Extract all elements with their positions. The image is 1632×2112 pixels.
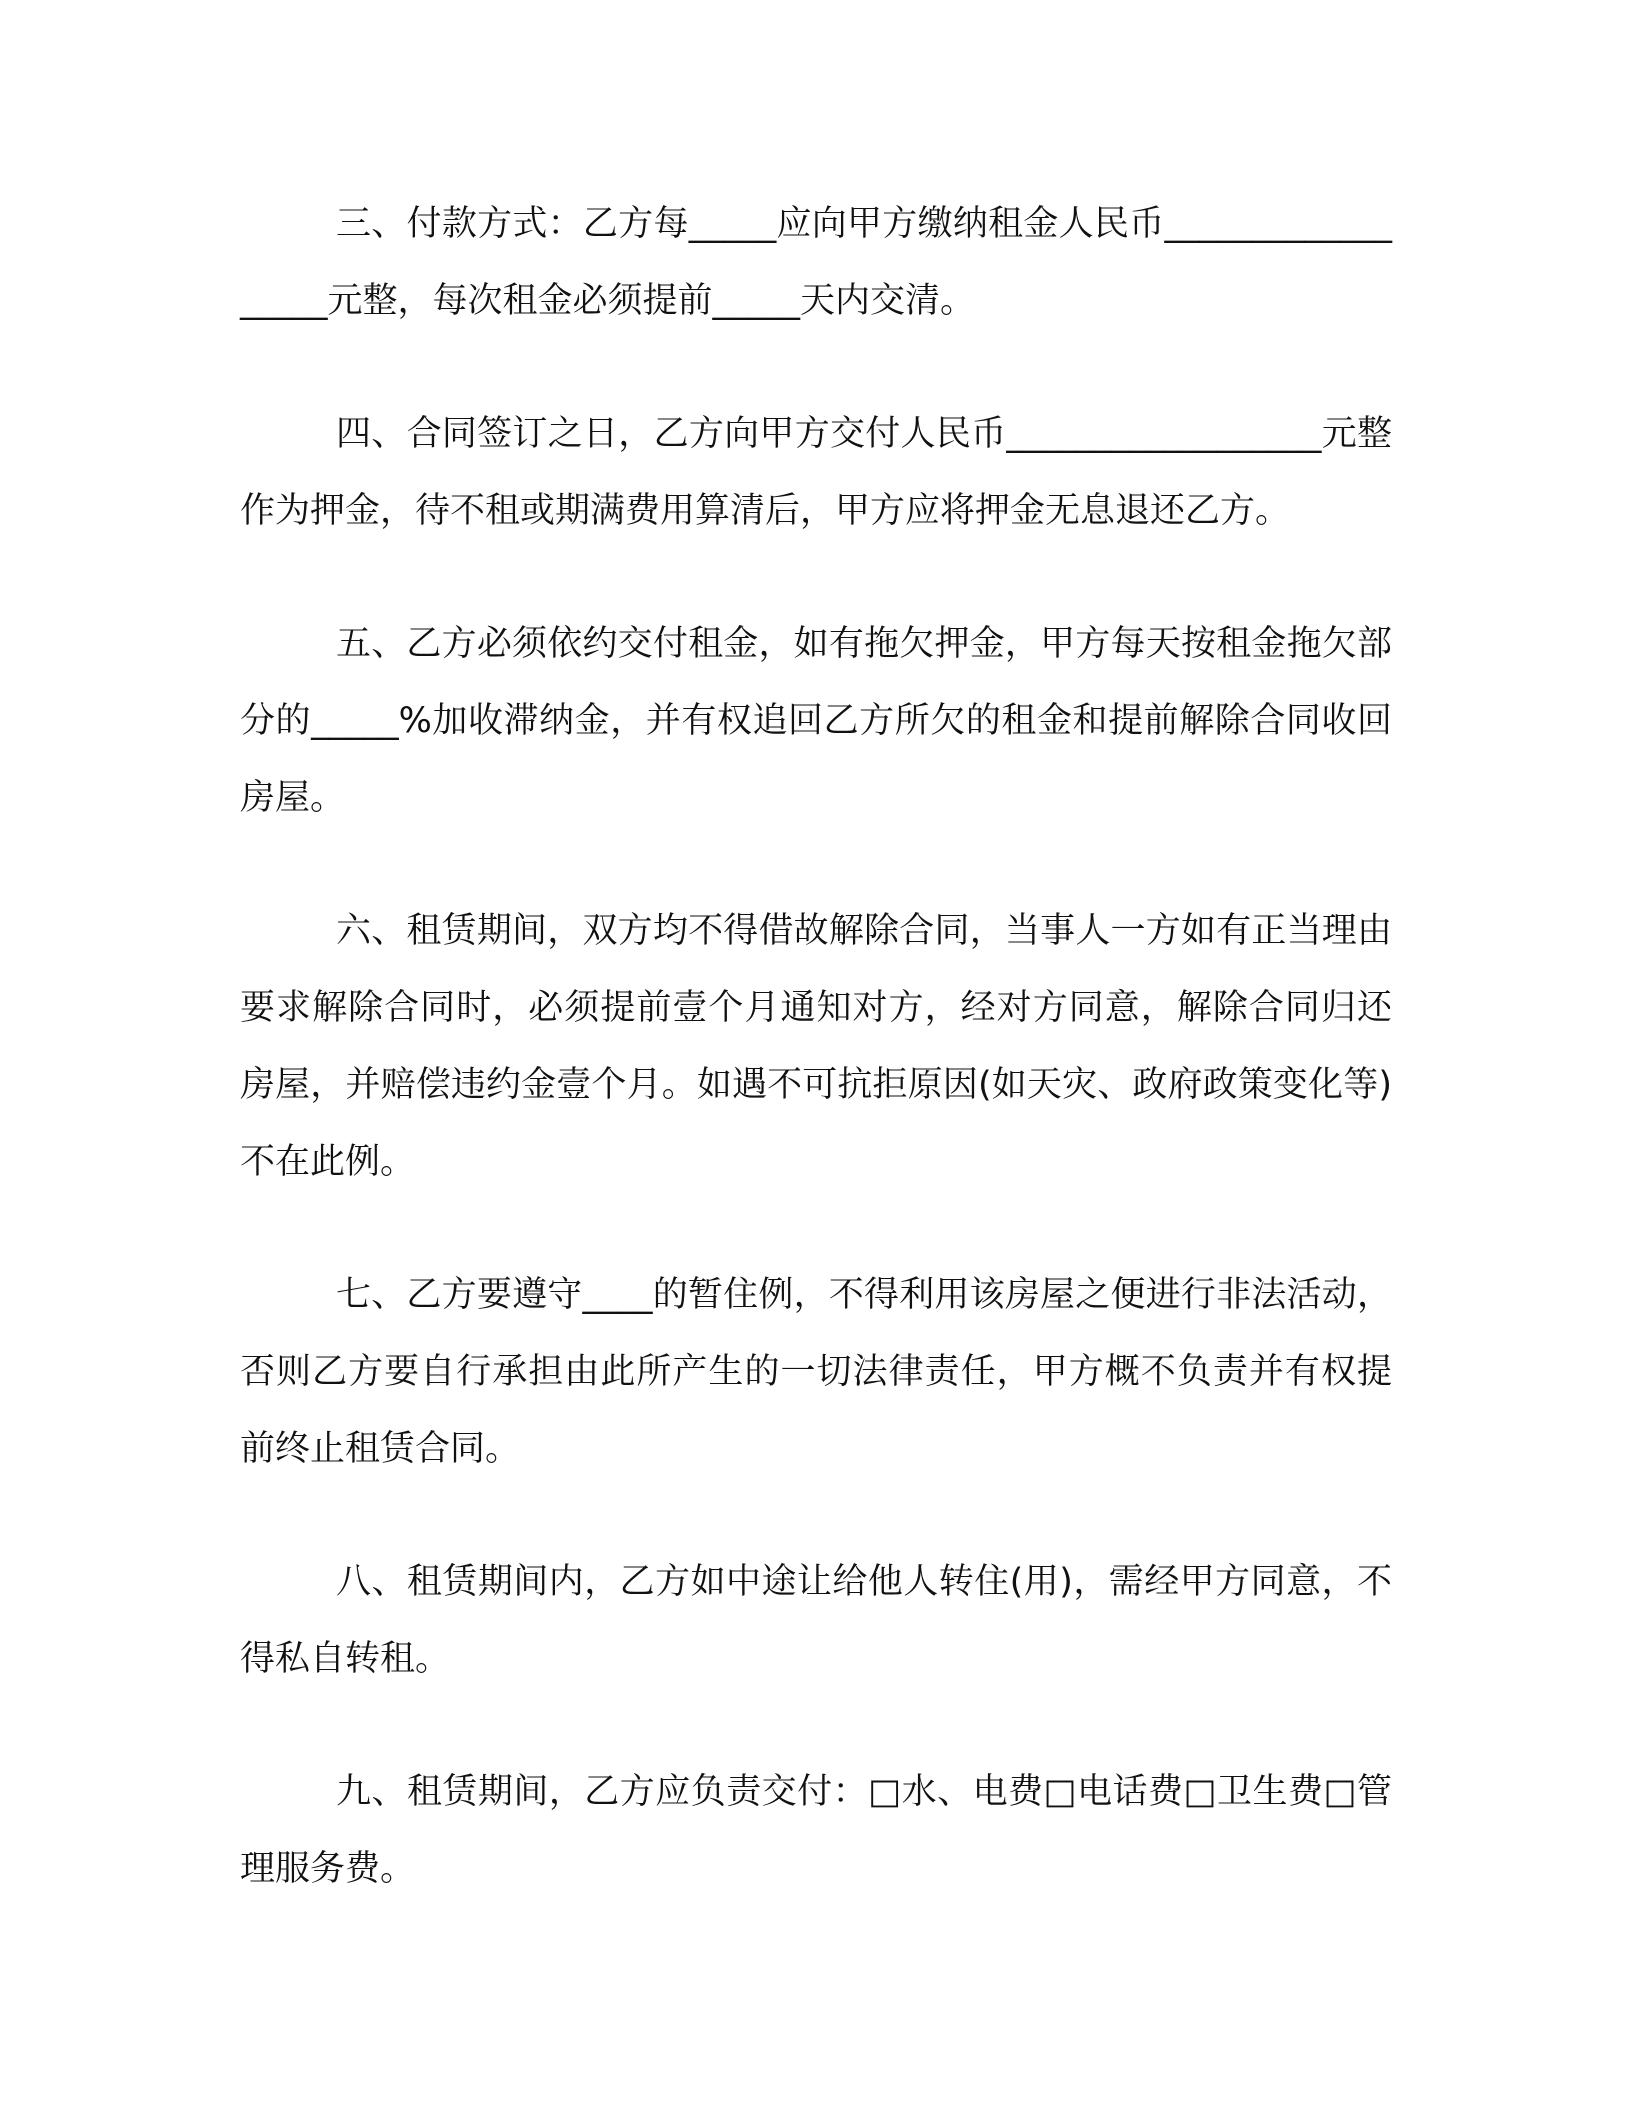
clause-deposit: 四、合同签订之日，乙方向甲方交付人民币__________________元整作为押金，待不租或期满费用算清后，甲方应将押金无息退还乙方。 — [240, 414, 1392, 531]
clause-legal-compliance: 七、乙方要遵守____的暂住例，不得利用该房屋之便进行非法活动，否则乙方要自行承担由此所产生的一切法律责任，甲方概不负责并有权提前终止租赁合同。 — [240, 1275, 1392, 1469]
contract-body — [240, 186, 1392, 1964]
clause-payment-method: 三、付款方式：乙方每_____应向甲方缴纳租金人民币__________________元整，每次租金必须提前_____天内交清。 — [240, 204, 1392, 321]
clause-sublease: 八、租赁期间内，乙方如中途让给他人转住(用)，需经甲方同意，不得私自转租。 — [240, 1562, 1392, 1679]
clause-late-fee: 五、乙方必须依约交付租金，如有拖欠押金，甲方每天按租金拖欠部分的_____%加收滞纳金，并有权追回乙方所欠的租金和提前解除合同收回房屋。 — [240, 624, 1392, 818]
clause-utilities: 九、租赁期间，乙方应负责交付：□水、电费□电话费□卫生费□管理服务费。 — [240, 1772, 1392, 1889]
clause-termination: 六、租赁期间，双方均不得借故解除合同，当事人一方如有正当理由要求解除合同时，必须提前壹个月通知对方，经对方同意，解除合同归还房屋，并赔偿违约金壹个月。如遇不可抗拒原因(如天灾、政府政策变化等)不在此例。 — [240, 911, 1392, 1182]
